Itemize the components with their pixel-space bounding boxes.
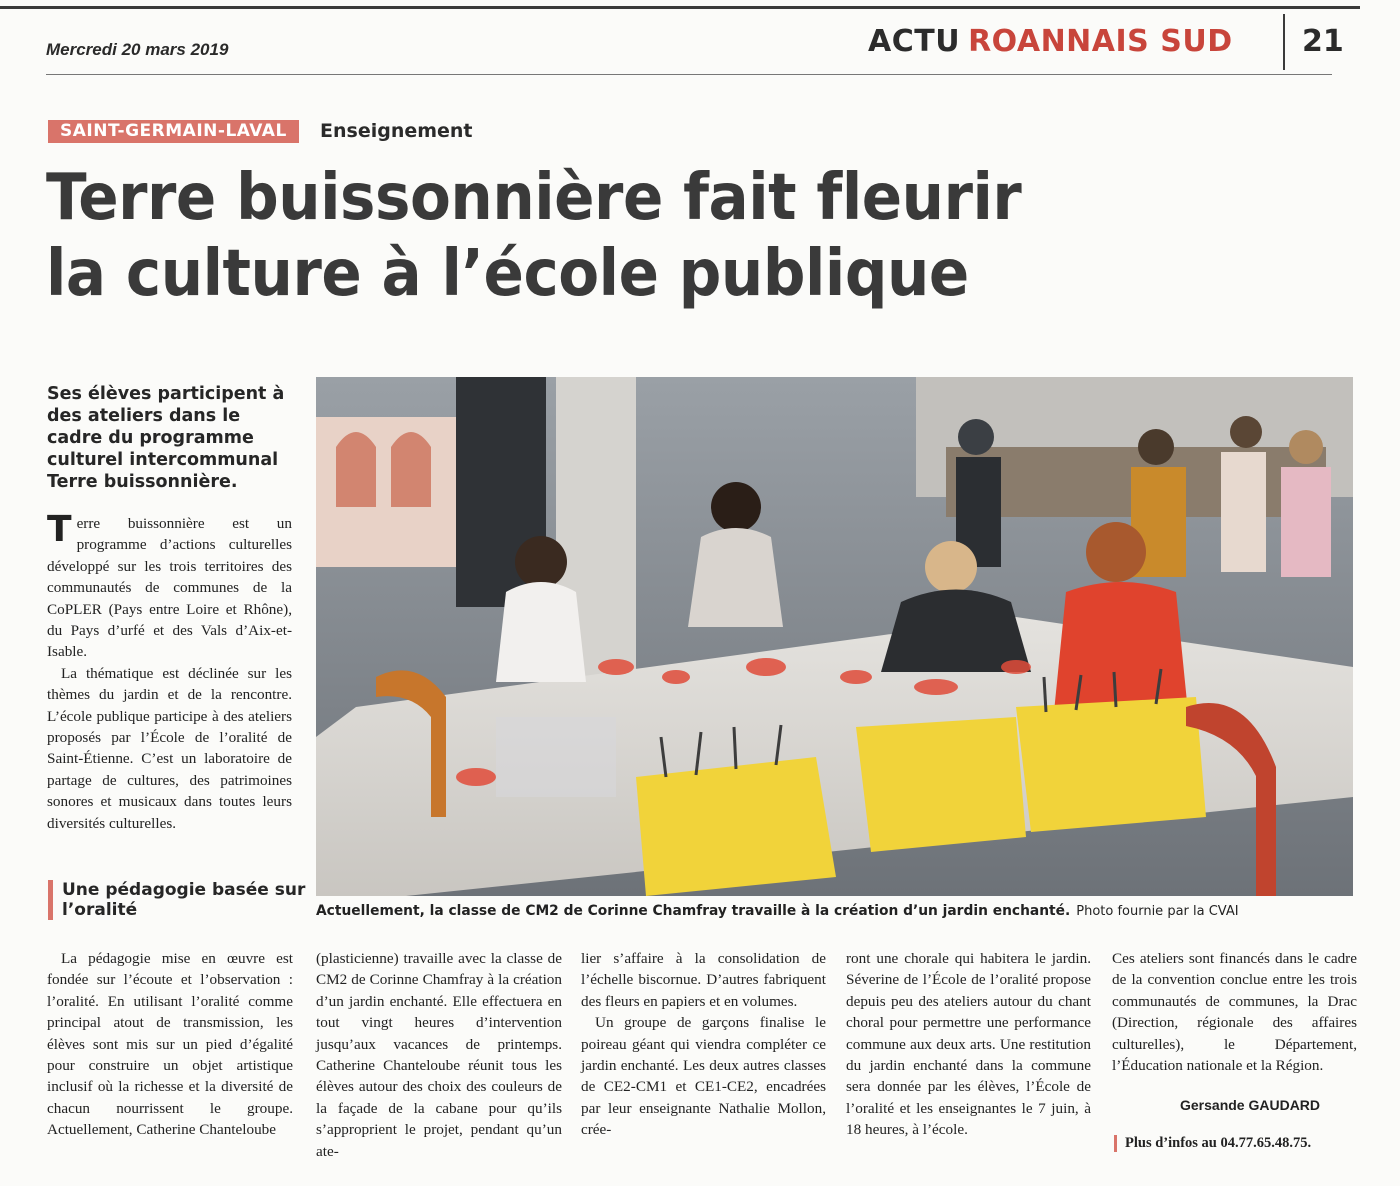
topic-label: Enseignement [320,120,473,142]
article-headline [46,160,1255,312]
classroom-photo-illustration [316,377,1353,896]
page-number: 21 [1302,24,1344,59]
body-column-2 [316,948,562,1162]
body-column-2-text: (plasticienne) travaille avec la classe de CM2 de Corinne Chamfray à la création d’un jardin enchanté. Elle effectuera en tout vingt heures d’intervention jusqu’aux vacances de printemps. Catherine Chanteloube réunit tous les élèves autour des choix des couleurs de la façade de la cabane pour qu’ils s’approprient le projet, pendant qu’un ate- [316,950,562,1160]
drop-cap: T [47,509,72,550]
section-title [868,24,1233,59]
location-tag: SAINT-GERMAIN-LAVAL [48,120,303,143]
body-column-3-paragraph-1: lier s’affaire à la consolidation de l’échelle biscornue. D’autres fabriquent des fleurs en papiers et en volumes. [581,950,826,1010]
body-column-5 [1112,948,1357,1076]
section-title-region: ROANNAIS SUD [968,24,1233,59]
photo-caption [316,903,1356,919]
body-column-3 [581,948,826,1141]
body-column-4-text: ront une chorale qui habitera le jardin. Séverine de l’École de l’oralité propose depuis peu des ateliers autour du chant choral pour permettre une performance commune aux deux arts. Une restitution du jardin enchanté dans la commune sera donnée par les élèves, l’École de l’oralité et les enseignantes le 7 juin, à 18 heures, à l’école. [846,950,1091,1139]
intro-paragraph-1-text: erre buissonnière est un programme d’actions culturelles développé sur les trois territoires des communautés de communes de la CoPLER (Pays entre Loire et Rhône), du Pays d’urfé et des Vals d’Aix-et-Isable. [47,515,292,661]
body-column-1 [47,948,293,1141]
intro-paragraph-2: La thématique est déclinée sur les thèmes du jardin et de la rencontre. L’école publique participe à des ateliers proposés par l’École de l’oralité de Saint-Étienne. C’est un laboratoire de partage de cultures, des patrimoines sonores et musicaux dans toutes leurs diversités culturelles. [47,664,292,832]
photo-caption-text: Actuellement, la classe de CM2 de Corinne Chamfray travaille à la création d’un jardin enchanté. [316,903,1071,919]
headline-line-2: la culture à l’école publique [46,237,969,311]
photo-credit: Photo fournie par la CVAI [1076,904,1239,919]
top-rule [0,6,1360,9]
subheading: Une pédagogie basée sur l’oralité [48,880,312,920]
body-column-4 [846,948,1091,1141]
header-rule [46,74,1332,75]
info-phone: Plus d’infos au 04.77.65.48.75. [1114,1135,1311,1152]
body-column-3-paragraph-2: Un groupe de garçons finalise le poireau géant qui viendra compléter ce jardin enchanté. Les deux autres classes de CE2-CM1 et CE1-CE2, encadrées par leur enseignante Nathalie Mollon, crée- [581,1014,826,1139]
body-column-1-text: La pédagogie mise en œuvre est fondée sur l’écoute et l’observation : l’oralité. En utilisant l’oralité comme principal atout de transmission, les élèves sont mis sur un pied d’égalité pour construire un objet artistique inclusif où la richesse et la diversité de chacun nourrissent le groupe. Actuellement, Catherine Chanteloube [47,950,293,1139]
intro-paragraph-1 [47,509,292,663]
headline-line-1: Terre buissonnière fait fleurir [46,161,1022,235]
article-photo [316,377,1353,896]
intro-column [47,509,292,834]
section-title-actu: ACTU [868,24,961,59]
issue-date: Mercredi 20 mars 2019 [46,40,229,59]
author-byline: Gersande GAUDARD [1180,1097,1321,1113]
article-lead: Ses élèves participent à des ateliers dans le cadre du programme culturel intercommunal Terre buissonnière. [47,384,285,492]
page-number-divider [1283,14,1285,70]
body-column-5-text: Ces ateliers sont financés dans le cadre de la convention conclue entre les trois communautés de communes, la Drac (Direction, régionale des affaires culturelles), le Département, l’Éducation nationale et la Région. [1112,950,1357,1075]
